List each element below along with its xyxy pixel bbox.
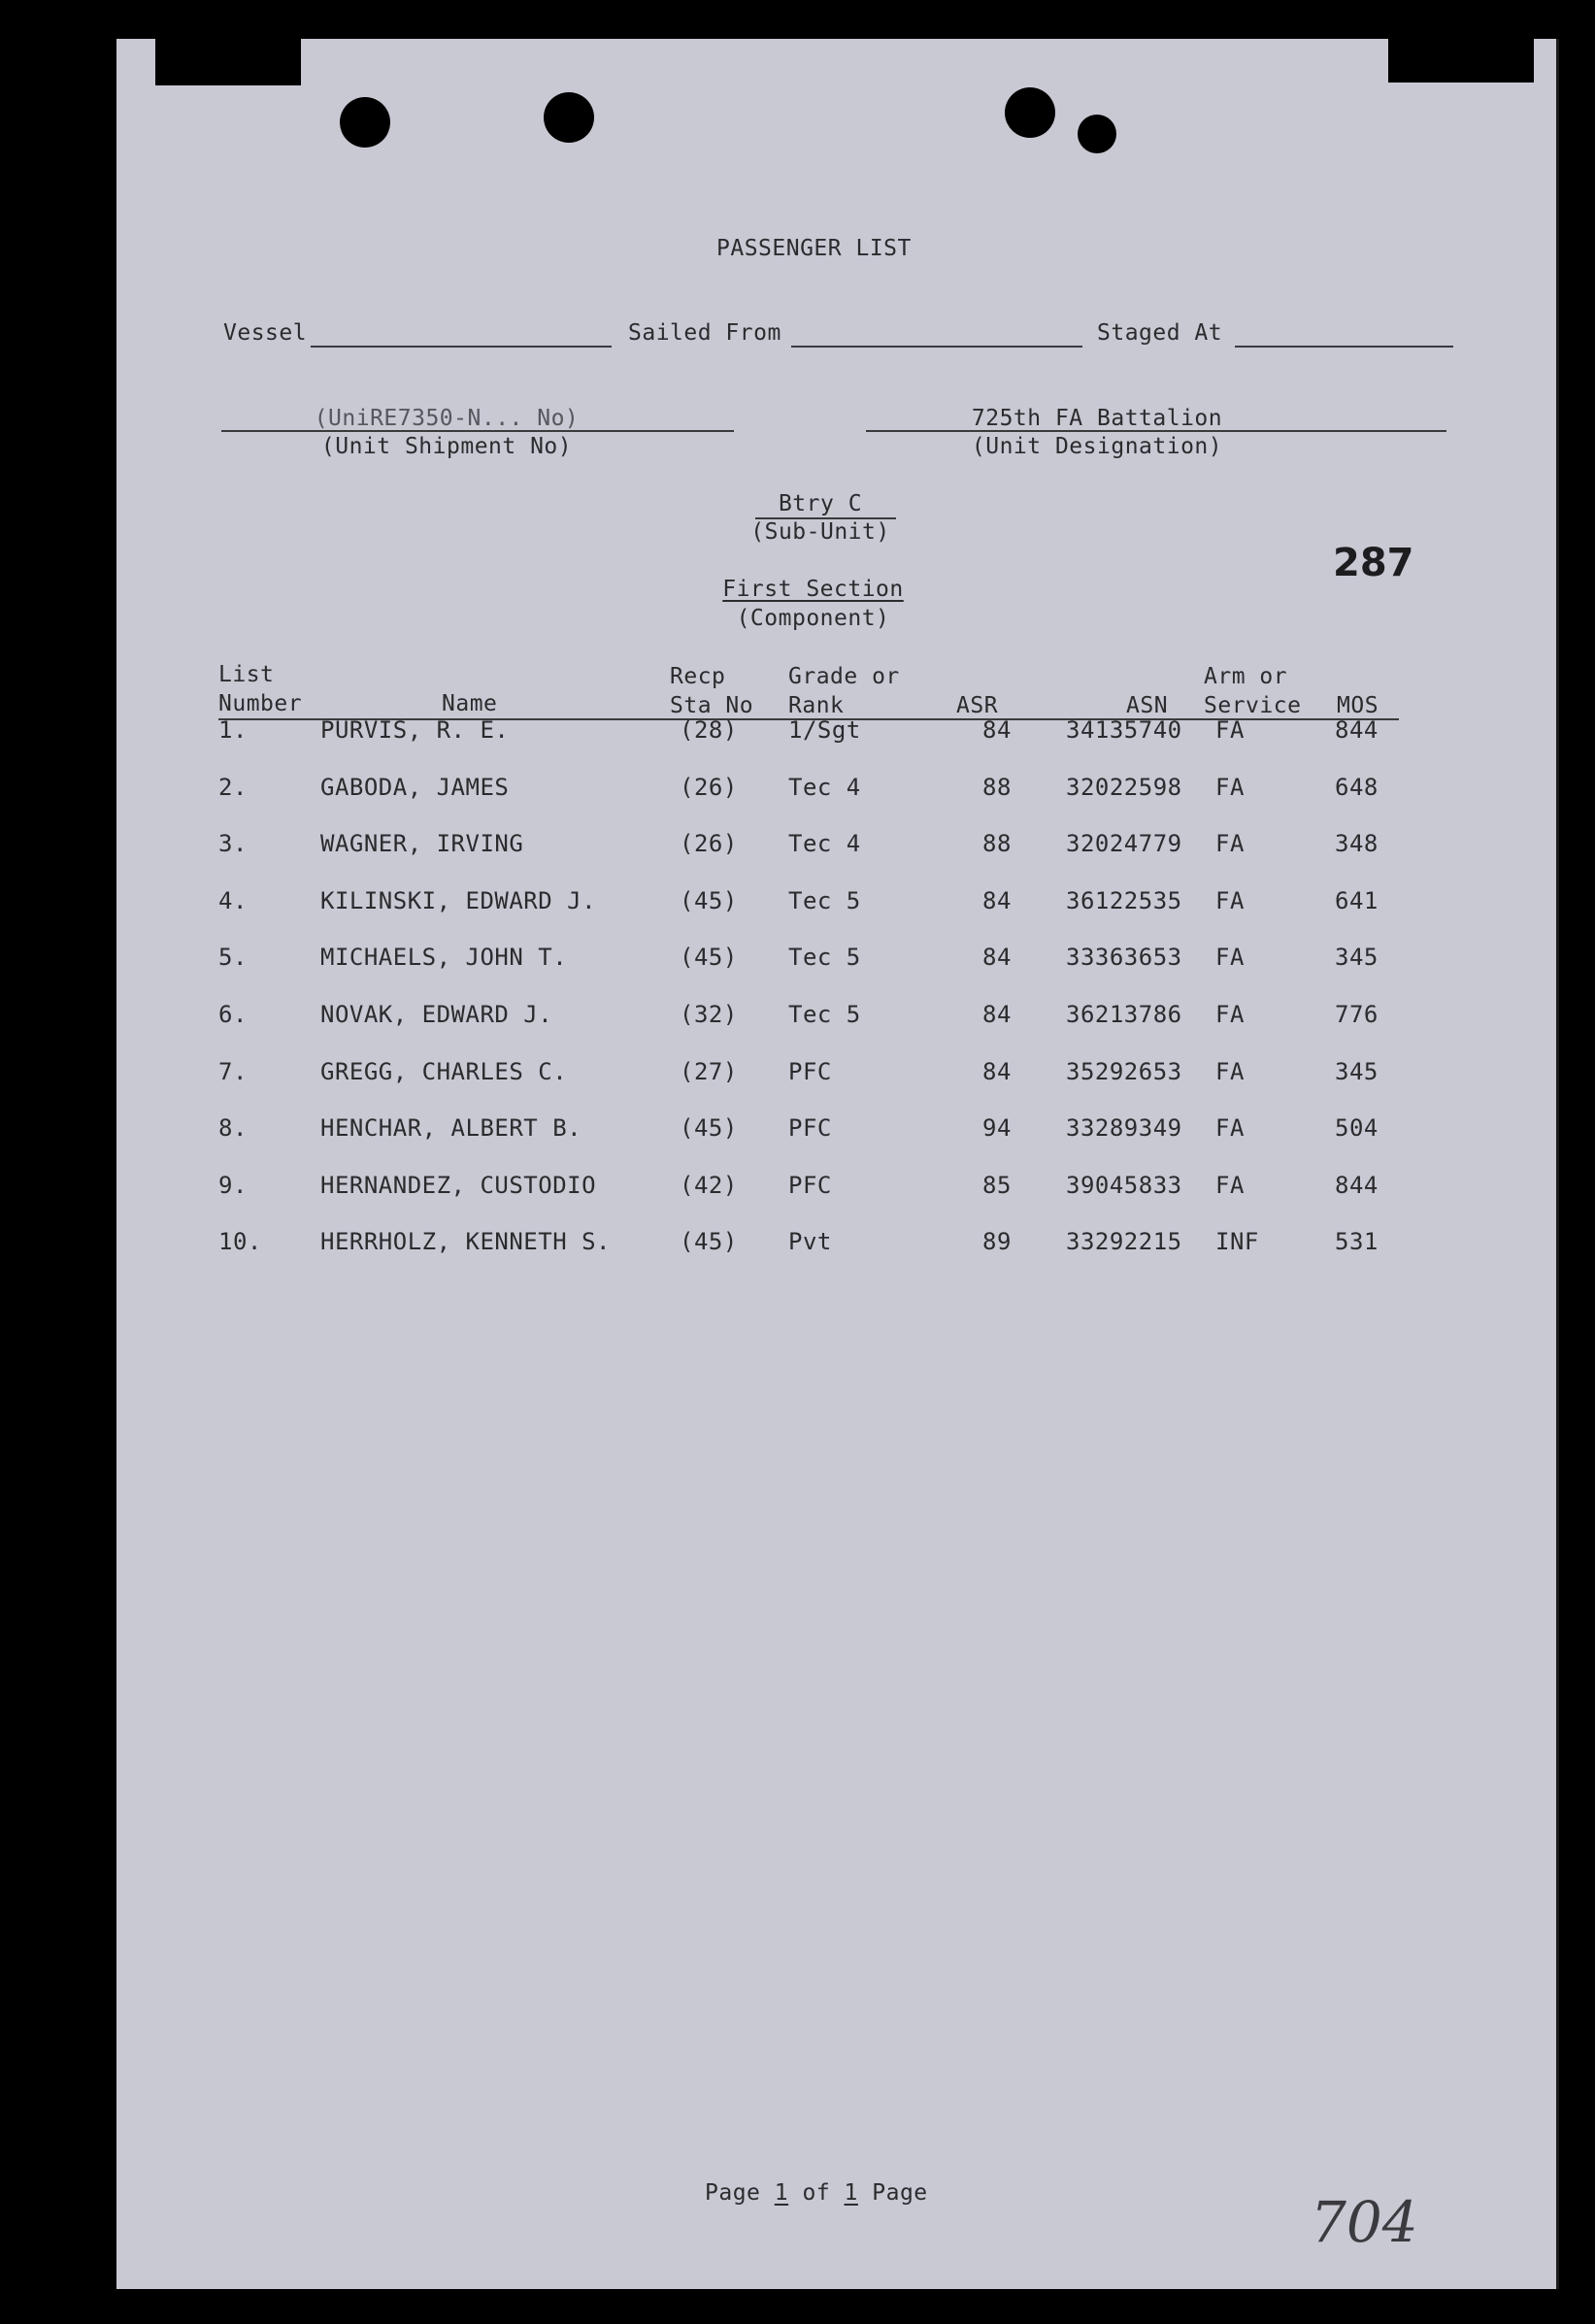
row-grade: PFC <box>788 1058 832 1085</box>
col-recp-line1: Recp <box>670 664 726 689</box>
row-mos: 844 <box>1335 716 1379 744</box>
row-arm: FA <box>1215 774 1245 801</box>
row-asn: 36213786 <box>1066 1001 1182 1028</box>
row-mos: 348 <box>1335 830 1379 857</box>
row-name: GABODA, JAMES <box>320 774 510 801</box>
row-mos: 345 <box>1335 944 1379 971</box>
row-asn: 32022598 <box>1066 774 1182 801</box>
row-mos: 345 <box>1335 1058 1379 1085</box>
row-name: HENCHAR, ALBERT B. <box>320 1114 582 1142</box>
page-label: Page <box>705 2180 761 2206</box>
punch-hole-2 <box>544 92 594 143</box>
row-asn: 39045833 <box>1066 1172 1182 1199</box>
vessel-blank <box>311 346 612 348</box>
shipment-no-caption: (Unit Shipment No) <box>320 434 573 459</box>
row-grade: PFC <box>788 1114 832 1142</box>
row-asr: 94 <box>982 1114 1012 1142</box>
torn-edge-right <box>1388 39 1534 83</box>
row-arm: FA <box>1215 716 1245 744</box>
row-number: 2. <box>218 774 248 801</box>
row-asr: 84 <box>982 716 1012 744</box>
row-arm: FA <box>1215 1058 1245 1085</box>
row-recp: (27) <box>680 1058 738 1085</box>
row-number: 10. <box>218 1228 262 1255</box>
page-title: PASSENGER LIST <box>716 236 912 261</box>
row-asr: 84 <box>982 1058 1012 1085</box>
row-name: HERRHOLZ, KENNETH S. <box>320 1228 611 1255</box>
row-number: 8. <box>218 1114 248 1142</box>
col-list-number-line1: List <box>218 662 275 687</box>
row-name: MICHAELS, JOHN T. <box>320 944 568 971</box>
col-recp-line2: Sta No <box>670 693 754 718</box>
row-recp: (45) <box>680 1228 738 1255</box>
row-recp: (45) <box>680 887 738 914</box>
row-asn: 32024779 <box>1066 830 1182 857</box>
row-arm: FA <box>1215 1172 1245 1199</box>
shipment-no-value: (UniRE7350-N... No) <box>314 406 580 431</box>
col-asr: ASR <box>956 693 999 718</box>
row-arm: FA <box>1215 1001 1245 1028</box>
sailed-from-label: Sailed From <box>628 320 781 346</box>
col-grade-line2: Rank <box>788 693 845 718</box>
row-asn: 33292215 <box>1066 1228 1182 1255</box>
staged-at-blank <box>1235 346 1453 348</box>
row-mos: 504 <box>1335 1114 1379 1142</box>
row-number: 7. <box>218 1058 248 1085</box>
stamped-number: 287 <box>1333 541 1414 585</box>
row-number: 3. <box>218 830 248 857</box>
sub-unit-caption: (Sub-Unit) <box>750 519 890 545</box>
row-number: 6. <box>218 1001 248 1028</box>
row-recp: (45) <box>680 944 738 971</box>
row-arm: FA <box>1215 944 1245 971</box>
row-mos: 531 <box>1335 1228 1379 1255</box>
torn-edge-left <box>155 39 301 85</box>
sub-unit-value: Btry C <box>778 491 863 516</box>
col-arm-line1: Arm or <box>1204 664 1288 689</box>
row-grade: Tec 5 <box>788 944 861 971</box>
unit-designation-underline <box>866 430 1446 432</box>
col-arm-line2: Service <box>1204 693 1302 718</box>
row-arm: FA <box>1215 830 1245 857</box>
component-value: First Section <box>722 577 904 602</box>
row-mos: 776 <box>1335 1001 1379 1028</box>
row-mos: 844 <box>1335 1172 1379 1199</box>
row-recp: (28) <box>680 716 738 744</box>
row-recp: (26) <box>680 774 738 801</box>
vessel-label: Vessel <box>223 320 308 346</box>
row-arm: FA <box>1215 887 1245 914</box>
row-asr: 89 <box>982 1228 1012 1255</box>
row-arm: FA <box>1215 1114 1245 1142</box>
row-asr: 84 <box>982 1001 1012 1028</box>
row-name: PURVIS, R. E. <box>320 716 510 744</box>
handwritten-number: 704 <box>1311 2189 1418 2255</box>
row-recp: (32) <box>680 1001 738 1028</box>
row-asn: 35292653 <box>1066 1058 1182 1085</box>
document-page <box>116 39 1559 2289</box>
page-footer <box>705 2155 928 2206</box>
row-asr: 84 <box>982 944 1012 971</box>
row-asn: 33363653 <box>1066 944 1182 971</box>
row-recp: (45) <box>680 1114 738 1142</box>
component-caption: (Component) <box>736 606 890 631</box>
row-number: 5. <box>218 944 248 971</box>
row-grade: 1/Sgt <box>788 716 861 744</box>
row-number: 9. <box>218 1172 248 1199</box>
row-number: 1. <box>218 716 248 744</box>
sailed-from-blank <box>791 346 1082 348</box>
unit-designation-value: 725th FA Battalion <box>971 406 1223 431</box>
row-asr: 84 <box>982 887 1012 914</box>
page-suffix: Page <box>872 2180 928 2206</box>
row-mos: 641 <box>1335 887 1379 914</box>
row-asn: 34135740 <box>1066 716 1182 744</box>
page-number: 1 <box>774 2180 789 2206</box>
row-grade: Tec 4 <box>788 830 861 857</box>
row-name: WAGNER, IRVING <box>320 830 524 857</box>
row-number: 4. <box>218 887 248 914</box>
row-name: GREGG, CHARLES C. <box>320 1058 568 1085</box>
row-asn: 36122535 <box>1066 887 1182 914</box>
row-name: KILINSKI, EDWARD J. <box>320 887 597 914</box>
row-recp: (42) <box>680 1172 738 1199</box>
row-grade: PFC <box>788 1172 832 1199</box>
row-grade: Pvt <box>788 1228 832 1255</box>
row-mos: 648 <box>1335 774 1379 801</box>
row-asr: 88 <box>982 830 1012 857</box>
row-grade: Tec 5 <box>788 1001 861 1028</box>
unit-designation-caption: (Unit Designation) <box>971 434 1223 459</box>
col-asn: ASN <box>1126 693 1169 718</box>
of-label: of <box>802 2180 831 2206</box>
page-total: 1 <box>844 2180 858 2206</box>
row-grade: Tec 5 <box>788 887 861 914</box>
col-list-number-line2: Number <box>218 691 303 716</box>
staged-at-label: Staged At <box>1097 320 1223 346</box>
col-name: Name <box>442 691 498 716</box>
col-grade-line1: Grade or <box>788 664 900 689</box>
row-asn: 33289349 <box>1066 1114 1182 1142</box>
row-grade: Tec 4 <box>788 774 861 801</box>
row-name: NOVAK, EDWARD J. <box>320 1001 553 1028</box>
row-recp: (26) <box>680 830 738 857</box>
shipment-no-underline <box>221 430 734 432</box>
punch-hole-4 <box>1078 115 1116 153</box>
punch-hole-3 <box>1005 87 1055 138</box>
row-asr: 88 <box>982 774 1012 801</box>
row-arm: INF <box>1215 1228 1259 1255</box>
col-mos: MOS <box>1337 693 1379 718</box>
row-name: HERNANDEZ, CUSTODIO <box>320 1172 597 1199</box>
punch-hole-1 <box>340 97 390 148</box>
row-asr: 85 <box>982 1172 1012 1199</box>
